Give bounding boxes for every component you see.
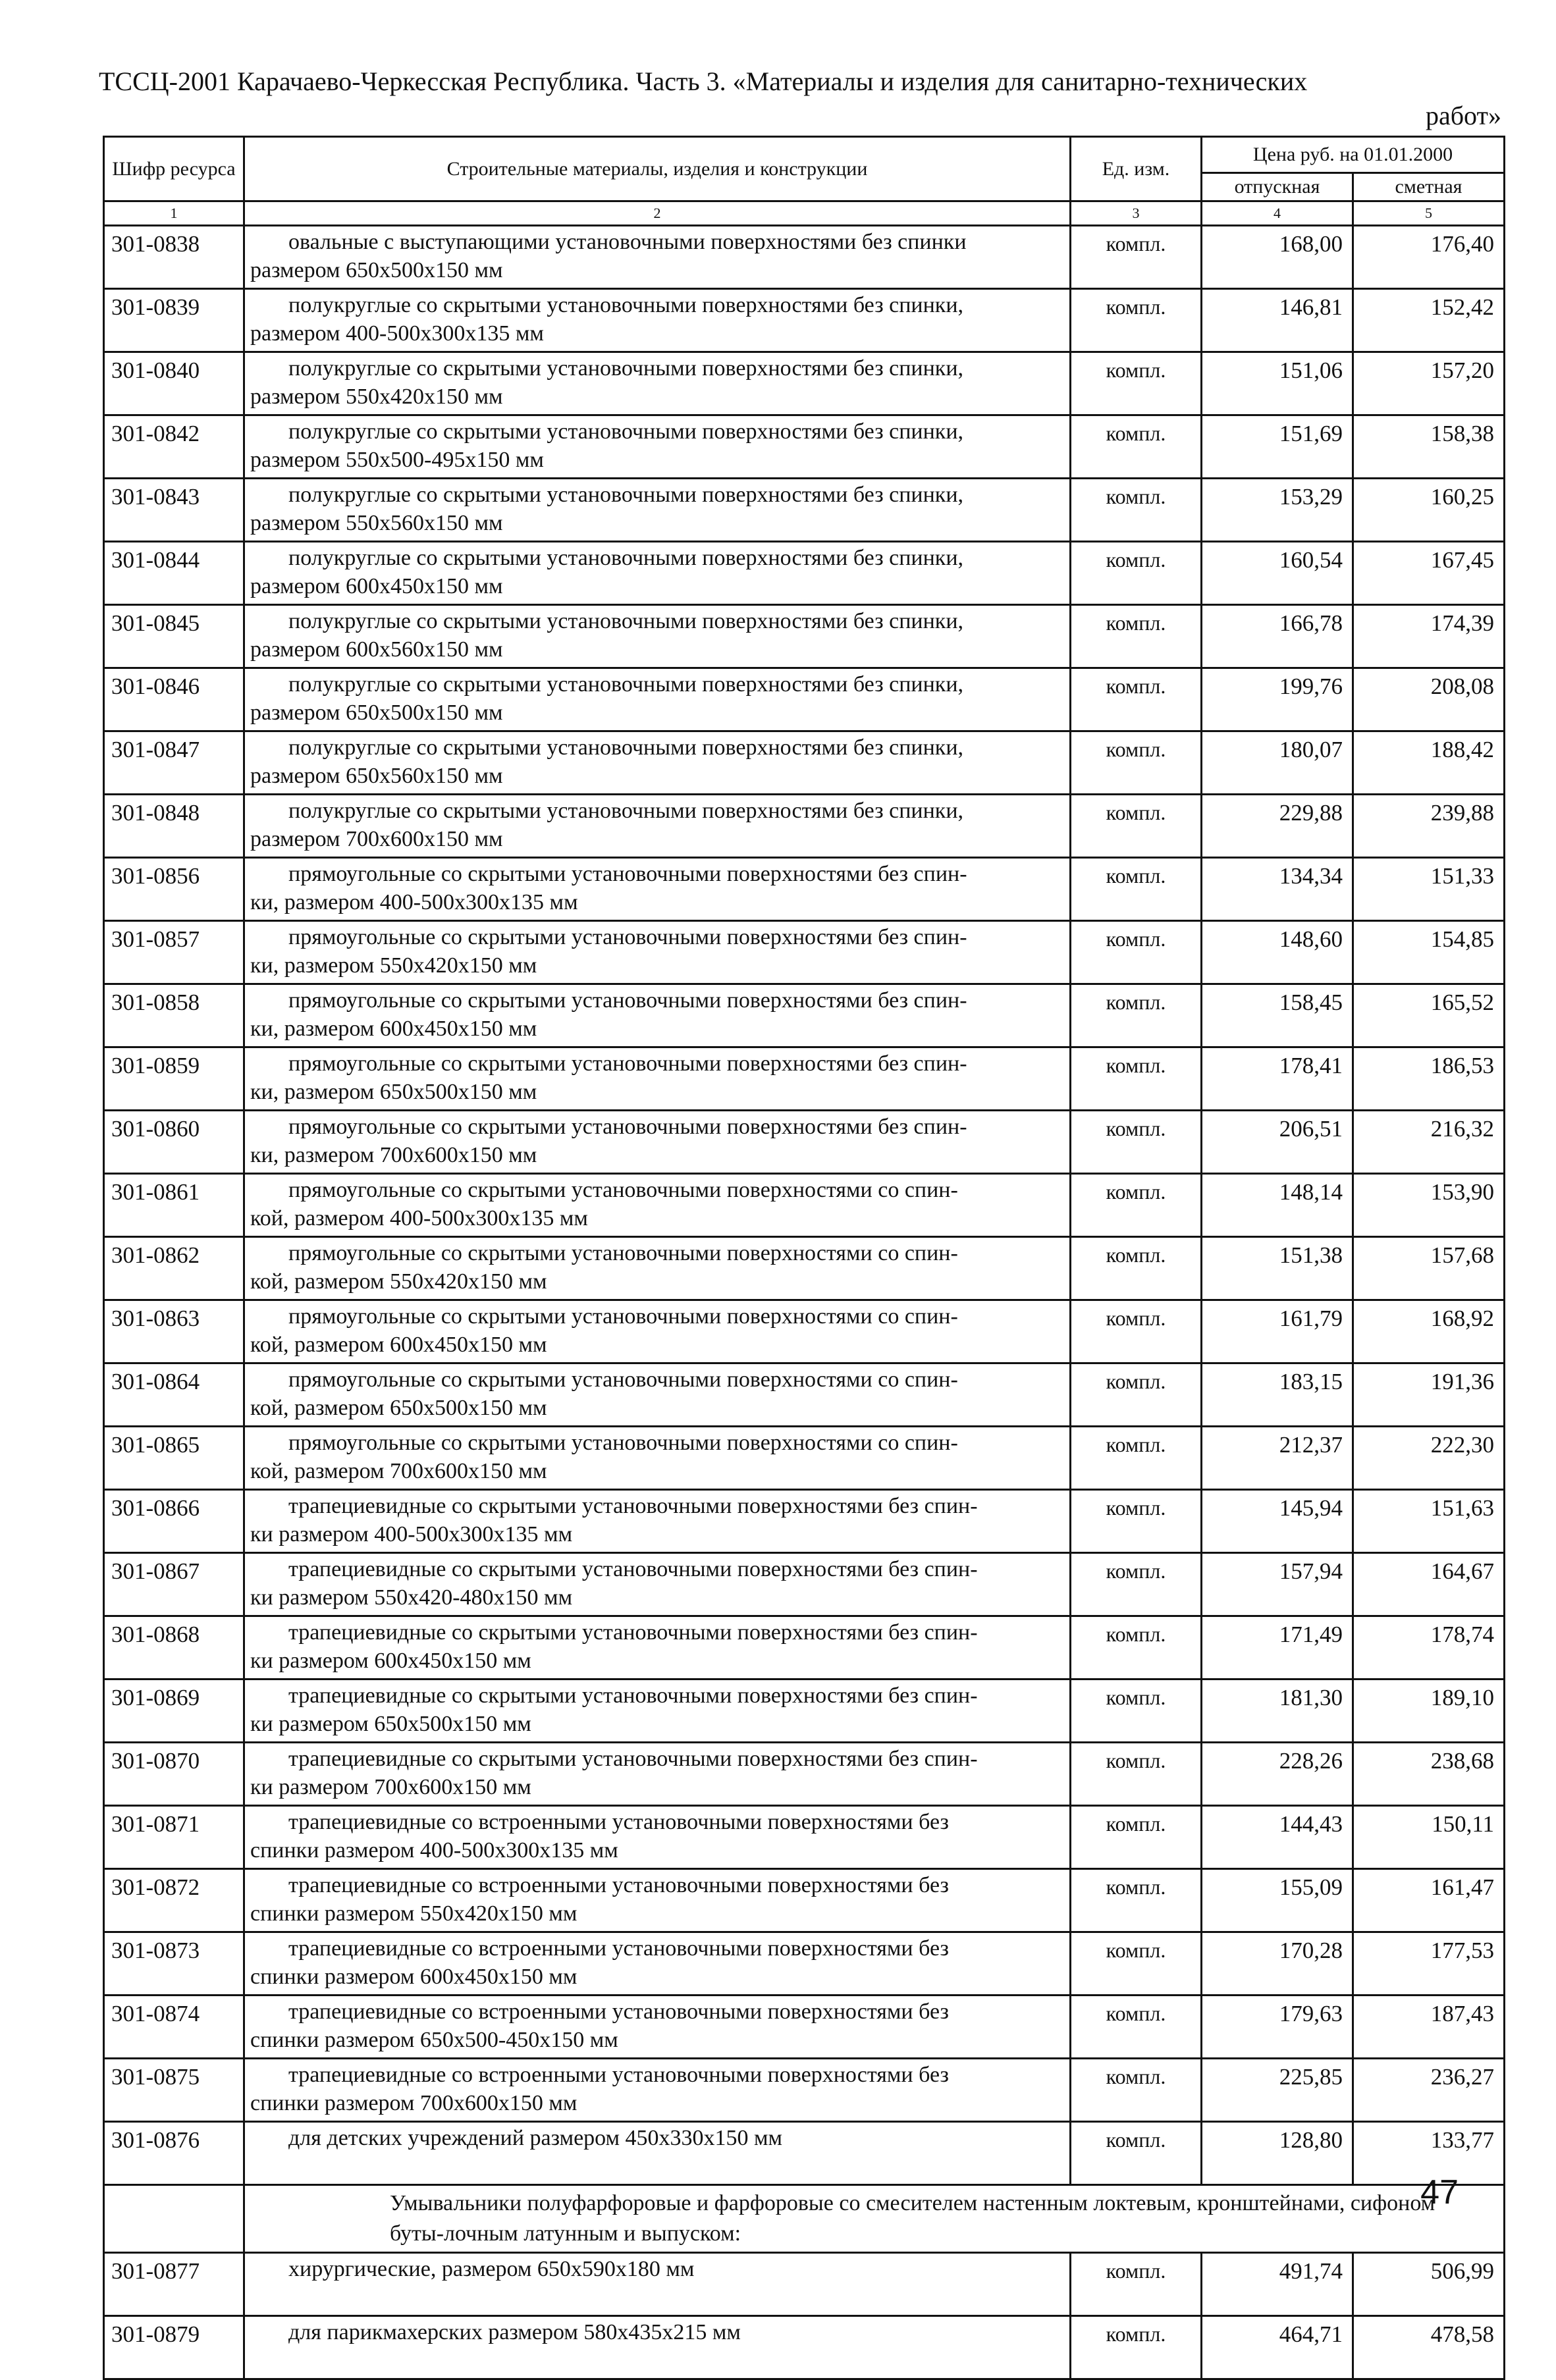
release-price: 144,43 <box>1202 1806 1353 1869</box>
material-description <box>244 921 1071 984</box>
description-line: ки размером 400-500х300х135 мм <box>250 1522 573 1547</box>
description-line: для парикмахерских размером 580х435х215 мм <box>288 2320 741 2344</box>
material-description <box>244 858 1071 921</box>
estimate-price: 176,40 <box>1353 226 1505 289</box>
estimate-price: 188,42 <box>1353 731 1505 795</box>
table-row <box>104 1427 1505 1490</box>
estimate-price: 178,74 <box>1353 1616 1505 1679</box>
description-line: размером 550х420х150 мм <box>250 384 503 409</box>
estimate-price: 187,43 <box>1353 1996 1505 2059</box>
estimate-price: 167,45 <box>1353 542 1505 605</box>
release-price: 228,26 <box>1202 1743 1353 1806</box>
material-description <box>244 1427 1071 1490</box>
description-line: спинки размером 700х600х150 мм <box>250 2091 577 2115</box>
description-line: трапециевидные со встроенными установочными поверхностями без <box>288 1999 949 2024</box>
table-row <box>104 1869 1505 1932</box>
release-price: 199,76 <box>1202 668 1353 731</box>
material-description <box>244 795 1071 858</box>
resource-code: 301-0868 <box>104 1616 244 1679</box>
resource-code: 301-0861 <box>104 1174 244 1237</box>
page-header <box>99 65 1501 133</box>
material-description <box>244 1679 1071 1743</box>
description-line: ки, размером 700х600х150 мм <box>250 1143 537 1167</box>
column-header-unit: Ед. изм. <box>1071 137 1202 201</box>
release-price: 179,63 <box>1202 1996 1353 2059</box>
unit: компл. <box>1071 731 1202 795</box>
table-row <box>104 2316 1505 2379</box>
estimate-price: 222,30 <box>1353 1427 1505 1490</box>
estimate-price: 133,77 <box>1353 2122 1505 2185</box>
description-line: прямоугольные со скрытыми установочными поверхностями без спин- <box>288 925 967 949</box>
estimate-price: 189,10 <box>1353 1679 1505 1743</box>
unit: компл. <box>1071 289 1202 352</box>
description-line: ки размером 650х500х150 мм <box>250 1712 531 1736</box>
description-line: спинки размером 650х500-450х150 мм <box>250 2028 618 2052</box>
column-number: 3 <box>1071 201 1202 226</box>
unit: компл. <box>1071 1427 1202 1490</box>
description-line: размером 400-500х300х135 мм <box>250 321 544 346</box>
resource-code: 301-0863 <box>104 1300 244 1363</box>
description-line: размером 650х500х150 мм <box>250 701 503 725</box>
description-line: прямоугольные со скрытыми установочными поверхностями со спин- <box>288 1367 958 1392</box>
estimate-price: 186,53 <box>1353 1047 1505 1111</box>
description-line: для детских учреждений размером 450х330х150 мм <box>288 2126 783 2150</box>
description-line: прямоугольные со скрытыми установочными поверхностями со спин- <box>288 1431 958 1455</box>
description-line: ки, размером 550х420х150 мм <box>250 953 537 978</box>
table-row <box>104 1490 1505 1553</box>
table-row <box>104 921 1505 984</box>
estimate-price: 168,92 <box>1353 1300 1505 1363</box>
release-price: 229,88 <box>1202 795 1353 858</box>
resource-code: 301-0844 <box>104 542 244 605</box>
resource-code: 301-0858 <box>104 984 244 1047</box>
unit: компл. <box>1071 1743 1202 1806</box>
resource-code: 301-0879 <box>104 2316 244 2379</box>
unit: компл. <box>1071 1616 1202 1679</box>
column-number: 2 <box>244 201 1071 226</box>
estimate-price: 151,33 <box>1353 858 1505 921</box>
unit: компл. <box>1071 1869 1202 1932</box>
description-line: кой, размером 650х500х150 мм <box>250 1396 547 1420</box>
estimate-price: 158,38 <box>1353 415 1505 479</box>
column-header-release-price: отпускная <box>1202 173 1353 201</box>
description-line: трапециевидные со скрытыми установочными поверхностями без спин- <box>288 1494 978 1518</box>
description-line: полукруглые со скрытыми установочными поверхностями без спинки, <box>288 735 964 760</box>
material-description <box>244 731 1071 795</box>
unit: компл. <box>1071 605 1202 668</box>
description-line: размером 600х450х150 мм <box>250 574 503 598</box>
description-line: ки размером 700х600х150 мм <box>250 1775 531 1799</box>
unit: компл. <box>1071 1553 1202 1616</box>
resource-code: 301-0845 <box>104 605 244 668</box>
resource-code: 301-0874 <box>104 1996 244 2059</box>
unit: компл. <box>1071 1679 1202 1743</box>
resource-code: 301-0875 <box>104 2059 244 2122</box>
material-description <box>244 1932 1071 1996</box>
section-row <box>104 2185 1505 2253</box>
material-description <box>244 1616 1071 1679</box>
resource-code: 301-0856 <box>104 858 244 921</box>
description-line: полукруглые со скрытыми установочными поверхностями без спинки, <box>288 799 964 823</box>
resource-code: 301-0847 <box>104 731 244 795</box>
table-row <box>104 795 1505 858</box>
material-description <box>244 605 1071 668</box>
unit: компл. <box>1071 795 1202 858</box>
description-line: полукруглые со скрытыми установочными поверхностями без спинки, <box>288 419 964 444</box>
release-price: 181,30 <box>1202 1679 1353 1743</box>
table-row <box>104 668 1505 731</box>
estimate-price: 154,85 <box>1353 921 1505 984</box>
description-line: размером 550х500-495х150 мм <box>250 448 544 472</box>
material-description <box>244 1869 1071 1932</box>
estimate-price: 191,36 <box>1353 1363 1505 1427</box>
table-row <box>104 415 1505 479</box>
release-price: 161,79 <box>1202 1300 1353 1363</box>
column-number: 4 <box>1202 201 1353 226</box>
release-price: 146,81 <box>1202 289 1353 352</box>
estimate-price: 157,20 <box>1353 352 1505 415</box>
column-number-row <box>104 201 1505 226</box>
release-price: 178,41 <box>1202 1047 1353 1111</box>
table-row <box>104 1363 1505 1427</box>
description-line: ки, размером 650х500х150 мм <box>250 1080 537 1104</box>
resource-code: 301-0860 <box>104 1111 244 1174</box>
material-description <box>244 2316 1071 2379</box>
resource-code: 301-0843 <box>104 479 244 542</box>
table-row <box>104 731 1505 795</box>
unit: компл. <box>1071 668 1202 731</box>
release-price: 145,94 <box>1202 1490 1353 1553</box>
description-line: трапециевидные со скрытыми установочными поверхностями без спин- <box>288 1557 978 1581</box>
resource-code: 301-0871 <box>104 1806 244 1869</box>
description-line: прямоугольные со скрытыми установочными поверхностями без спин- <box>288 862 967 886</box>
unit: компл. <box>1071 2122 1202 2185</box>
description-line: ки, размером 400-500х300х135 мм <box>250 890 578 914</box>
description-line: трапециевидные со скрытыми установочными поверхностями без спин- <box>288 1620 978 1645</box>
unit: компл. <box>1071 1300 1202 1363</box>
description-line: трапециевидные со встроенными установочными поверхностями без <box>288 1810 949 1834</box>
unit: компл. <box>1071 1111 1202 1174</box>
resource-code: 301-0840 <box>104 352 244 415</box>
description-line: полукруглые со скрытыми установочными поверхностями без спинки, <box>288 483 964 507</box>
description-line: прямоугольные со скрытыми установочными поверхностями со спин- <box>288 1304 958 1329</box>
resource-code: 301-0872 <box>104 1869 244 1932</box>
page-number: 47 <box>1420 2173 1459 2211</box>
release-price: 148,14 <box>1202 1174 1353 1237</box>
release-price: 128,80 <box>1202 2122 1353 2185</box>
price-table <box>103 136 1505 2380</box>
description-line: трапециевидные со скрытыми установочными поверхностями без спин- <box>288 1683 978 1708</box>
estimate-price: 160,25 <box>1353 479 1505 542</box>
resource-code: 301-0865 <box>104 1427 244 1490</box>
material-description <box>244 2059 1071 2122</box>
resource-code: 301-0846 <box>104 668 244 731</box>
description-line: кой, размером 600х450х150 мм <box>250 1333 547 1357</box>
description-line: прямоугольные со скрытыми установочными поверхностями со спин- <box>288 1178 958 1202</box>
description-line: прямоугольные со скрытыми установочными поверхностями без спин- <box>288 1051 967 1076</box>
table-row <box>104 1553 1505 1616</box>
material-description <box>244 1806 1071 1869</box>
table-row <box>104 2253 1505 2316</box>
description-line: прямоугольные со скрытыми установочными поверхностями без спин- <box>288 988 967 1013</box>
unit: компл. <box>1071 984 1202 1047</box>
estimate-price: 238,68 <box>1353 1743 1505 1806</box>
material-description <box>244 1174 1071 1237</box>
description-line: спинки размером 550х420х150 мм <box>250 1901 577 1926</box>
description-line: полукруглые со скрытыми установочными поверхностями без спинки, <box>288 356 964 381</box>
material-description <box>244 1111 1071 1174</box>
material-description <box>244 1553 1071 1616</box>
material-description <box>244 1237 1071 1300</box>
unit: компл. <box>1071 2253 1202 2316</box>
table-row <box>104 1047 1505 1111</box>
material-description <box>244 984 1071 1047</box>
material-description <box>244 479 1071 542</box>
estimate-price: 157,68 <box>1353 1237 1505 1300</box>
unit: компл. <box>1071 1237 1202 1300</box>
resource-code: 301-0877 <box>104 2253 244 2316</box>
description-line: размером 650х500х150 мм <box>250 258 503 282</box>
description-line: прямоугольные со скрытыми установочными поверхностями со спин- <box>288 1241 958 1265</box>
table-row <box>104 1932 1505 1996</box>
column-number: 1 <box>104 201 244 226</box>
estimate-price: 164,67 <box>1353 1553 1505 1616</box>
material-description <box>244 2122 1071 2185</box>
description-line: размером 650х560х150 мм <box>250 764 503 788</box>
description-line: трапециевидные со скрытыми установочными поверхностями без спин- <box>288 1747 978 1771</box>
unit: компл. <box>1071 1806 1202 1869</box>
table-row <box>104 1111 1505 1174</box>
estimate-price: 239,88 <box>1353 795 1505 858</box>
release-price: 151,06 <box>1202 352 1353 415</box>
table-row <box>104 1237 1505 1300</box>
unit: компл. <box>1071 1490 1202 1553</box>
document-title: ТССЦ-2001 Карачаево-Черкесская Республика. Часть 3. «Материалы и изделия для санитарно-технических <box>99 66 1308 96</box>
table-row <box>104 289 1505 352</box>
description-line: прямоугольные со скрытыми установочными поверхностями без спин- <box>288 1115 967 1139</box>
material-description <box>244 1363 1071 1427</box>
release-price: 180,07 <box>1202 731 1353 795</box>
unit: компл. <box>1071 226 1202 289</box>
table-row <box>104 858 1505 921</box>
unit: компл. <box>1071 921 1202 984</box>
table-row <box>104 352 1505 415</box>
release-price: 153,29 <box>1202 479 1353 542</box>
resource-code: 301-0873 <box>104 1932 244 1996</box>
release-price: 148,60 <box>1202 921 1353 984</box>
description-line: спинки размером 400-500х300х135 мм <box>250 1838 618 1863</box>
column-header-estimate-price: сметная <box>1353 173 1505 201</box>
resource-code: 301-0842 <box>104 415 244 479</box>
estimate-price: 165,52 <box>1353 984 1505 1047</box>
estimate-price: 153,90 <box>1353 1174 1505 1237</box>
material-description <box>244 668 1071 731</box>
table-row <box>104 1174 1505 1237</box>
material-description <box>244 352 1071 415</box>
table-row <box>104 1996 1505 2059</box>
release-price: 157,94 <box>1202 1553 1353 1616</box>
estimate-price: 177,53 <box>1353 1932 1505 1996</box>
resource-code: 301-0864 <box>104 1363 244 1427</box>
description-line: полукруглые со скрытыми установочными поверхностями без спинки, <box>288 546 964 570</box>
release-price: 166,78 <box>1202 605 1353 668</box>
resource-code: 301-0857 <box>104 921 244 984</box>
unit: компл. <box>1071 1174 1202 1237</box>
description-line: ки размером 600х450х150 мм <box>250 1649 531 1673</box>
release-price: 151,69 <box>1202 415 1353 479</box>
estimate-price: 174,39 <box>1353 605 1505 668</box>
unit: компл. <box>1071 479 1202 542</box>
release-price: 158,45 <box>1202 984 1353 1047</box>
table-row <box>104 479 1505 542</box>
estimate-price: 161,47 <box>1353 1869 1505 1932</box>
material-description <box>244 226 1071 289</box>
material-description <box>244 542 1071 605</box>
table-row <box>104 1806 1505 1869</box>
unit: компл. <box>1071 1363 1202 1427</box>
table-row <box>104 2122 1505 2185</box>
table-row <box>104 2059 1505 2122</box>
resource-code: 301-0839 <box>104 289 244 352</box>
table-row <box>104 1743 1505 1806</box>
column-header-name: Строительные материалы, изделия и конструкции <box>244 137 1071 201</box>
release-price: 464,71 <box>1202 2316 1353 2379</box>
resource-code: 301-0867 <box>104 1553 244 1616</box>
material-description <box>244 2253 1071 2316</box>
unit: компл. <box>1071 415 1202 479</box>
unit: компл. <box>1071 352 1202 415</box>
description-line: размером 700х600х150 мм <box>250 827 503 851</box>
section-heading: Умывальники полуфарфоровые и фарфоровые со смесителем настенным локтевым, кронштейнами, сифоном буты-лочным латунным и выпуском: <box>244 2185 1505 2253</box>
material-description <box>244 1047 1071 1111</box>
estimate-price: 150,11 <box>1353 1806 1505 1869</box>
release-price: 225,85 <box>1202 2059 1353 2122</box>
release-price: 212,37 <box>1202 1427 1353 1490</box>
material-description <box>244 1300 1071 1363</box>
estimate-price: 151,63 <box>1353 1490 1505 1553</box>
resource-code: 301-0862 <box>104 1237 244 1300</box>
release-price: 160,54 <box>1202 542 1353 605</box>
resource-code: 301-0876 <box>104 2122 244 2185</box>
estimate-price: 208,08 <box>1353 668 1505 731</box>
description-line: кой, размером 550х420х150 мм <box>250 1269 547 1294</box>
resource-code: 301-0866 <box>104 1490 244 1553</box>
material-description <box>244 289 1071 352</box>
unit: компл. <box>1071 1932 1202 1996</box>
release-price: 168,00 <box>1202 226 1353 289</box>
release-price: 171,49 <box>1202 1616 1353 1679</box>
column-number: 5 <box>1353 201 1505 226</box>
table-row <box>104 984 1505 1047</box>
resource-code: 301-0870 <box>104 1743 244 1806</box>
estimate-price: 236,27 <box>1353 2059 1505 2122</box>
resource-code: 301-0848 <box>104 795 244 858</box>
resource-code: 301-0869 <box>104 1679 244 1743</box>
release-price: 491,74 <box>1202 2253 1353 2316</box>
release-price: 151,38 <box>1202 1237 1353 1300</box>
estimate-price: 478,58 <box>1353 2316 1505 2379</box>
column-header-price: Цена руб. на 01.01.2000 <box>1202 137 1505 173</box>
release-price: 183,15 <box>1202 1363 1353 1427</box>
description-line: ки размером 550х420-480х150 мм <box>250 1585 573 1610</box>
material-description <box>244 1996 1071 2059</box>
description-line: размером 550х560х150 мм <box>250 511 503 535</box>
material-description <box>244 1490 1071 1553</box>
description-line: размером 600х560х150 мм <box>250 637 503 662</box>
unit: компл. <box>1071 1047 1202 1111</box>
description-line: полукруглые со скрытыми установочными поверхностями без спинки, <box>288 609 964 633</box>
estimate-price: 216,32 <box>1353 1111 1505 1174</box>
document-title-continuation: работ» <box>1425 101 1501 130</box>
description-line: трапециевидные со встроенными установочными поверхностями без <box>288 1936 949 1961</box>
release-price: 206,51 <box>1202 1111 1353 1174</box>
release-price: 170,28 <box>1202 1932 1353 1996</box>
description-line: спинки размером 600х450х150 мм <box>250 1965 577 1989</box>
estimate-price: 152,42 <box>1353 289 1505 352</box>
description-line: ки, размером 600х450х150 мм <box>250 1017 537 1041</box>
table-row <box>104 605 1505 668</box>
resource-code: 301-0838 <box>104 226 244 289</box>
description-line: полукруглые со скрытыми установочными поверхностями без спинки, <box>288 672 964 697</box>
column-header-code: Шифр ресурса <box>104 137 244 201</box>
estimate-price: 506,99 <box>1353 2253 1505 2316</box>
release-price: 155,09 <box>1202 1869 1353 1932</box>
description-line: кой, размером 400-500х300х135 мм <box>250 1206 588 1230</box>
description-line: хирургические, размером 650х590х180 мм <box>288 2257 695 2281</box>
material-description <box>244 415 1071 479</box>
table-row <box>104 1679 1505 1743</box>
table-row <box>104 226 1505 289</box>
resource-code: 301-0859 <box>104 1047 244 1111</box>
description-line: трапециевидные со встроенными установочными поверхностями без <box>288 2063 949 2087</box>
table-row <box>104 542 1505 605</box>
release-price: 134,34 <box>1202 858 1353 921</box>
table-row <box>104 1616 1505 1679</box>
unit: компл. <box>1071 1996 1202 2059</box>
description-line: овальные с выступающими установочными поверхностями без спинки <box>288 230 967 254</box>
description-line: трапециевидные со встроенными установочными поверхностями без <box>288 1873 949 1897</box>
unit: компл. <box>1071 2316 1202 2379</box>
description-line: полукруглые со скрытыми установочными поверхностями без спинки, <box>288 293 964 317</box>
unit: компл. <box>1071 2059 1202 2122</box>
unit: компл. <box>1071 542 1202 605</box>
description-line: кой, размером 700х600х150 мм <box>250 1459 547 1483</box>
unit: компл. <box>1071 858 1202 921</box>
table-row <box>104 1300 1505 1363</box>
material-description <box>244 1743 1071 1806</box>
